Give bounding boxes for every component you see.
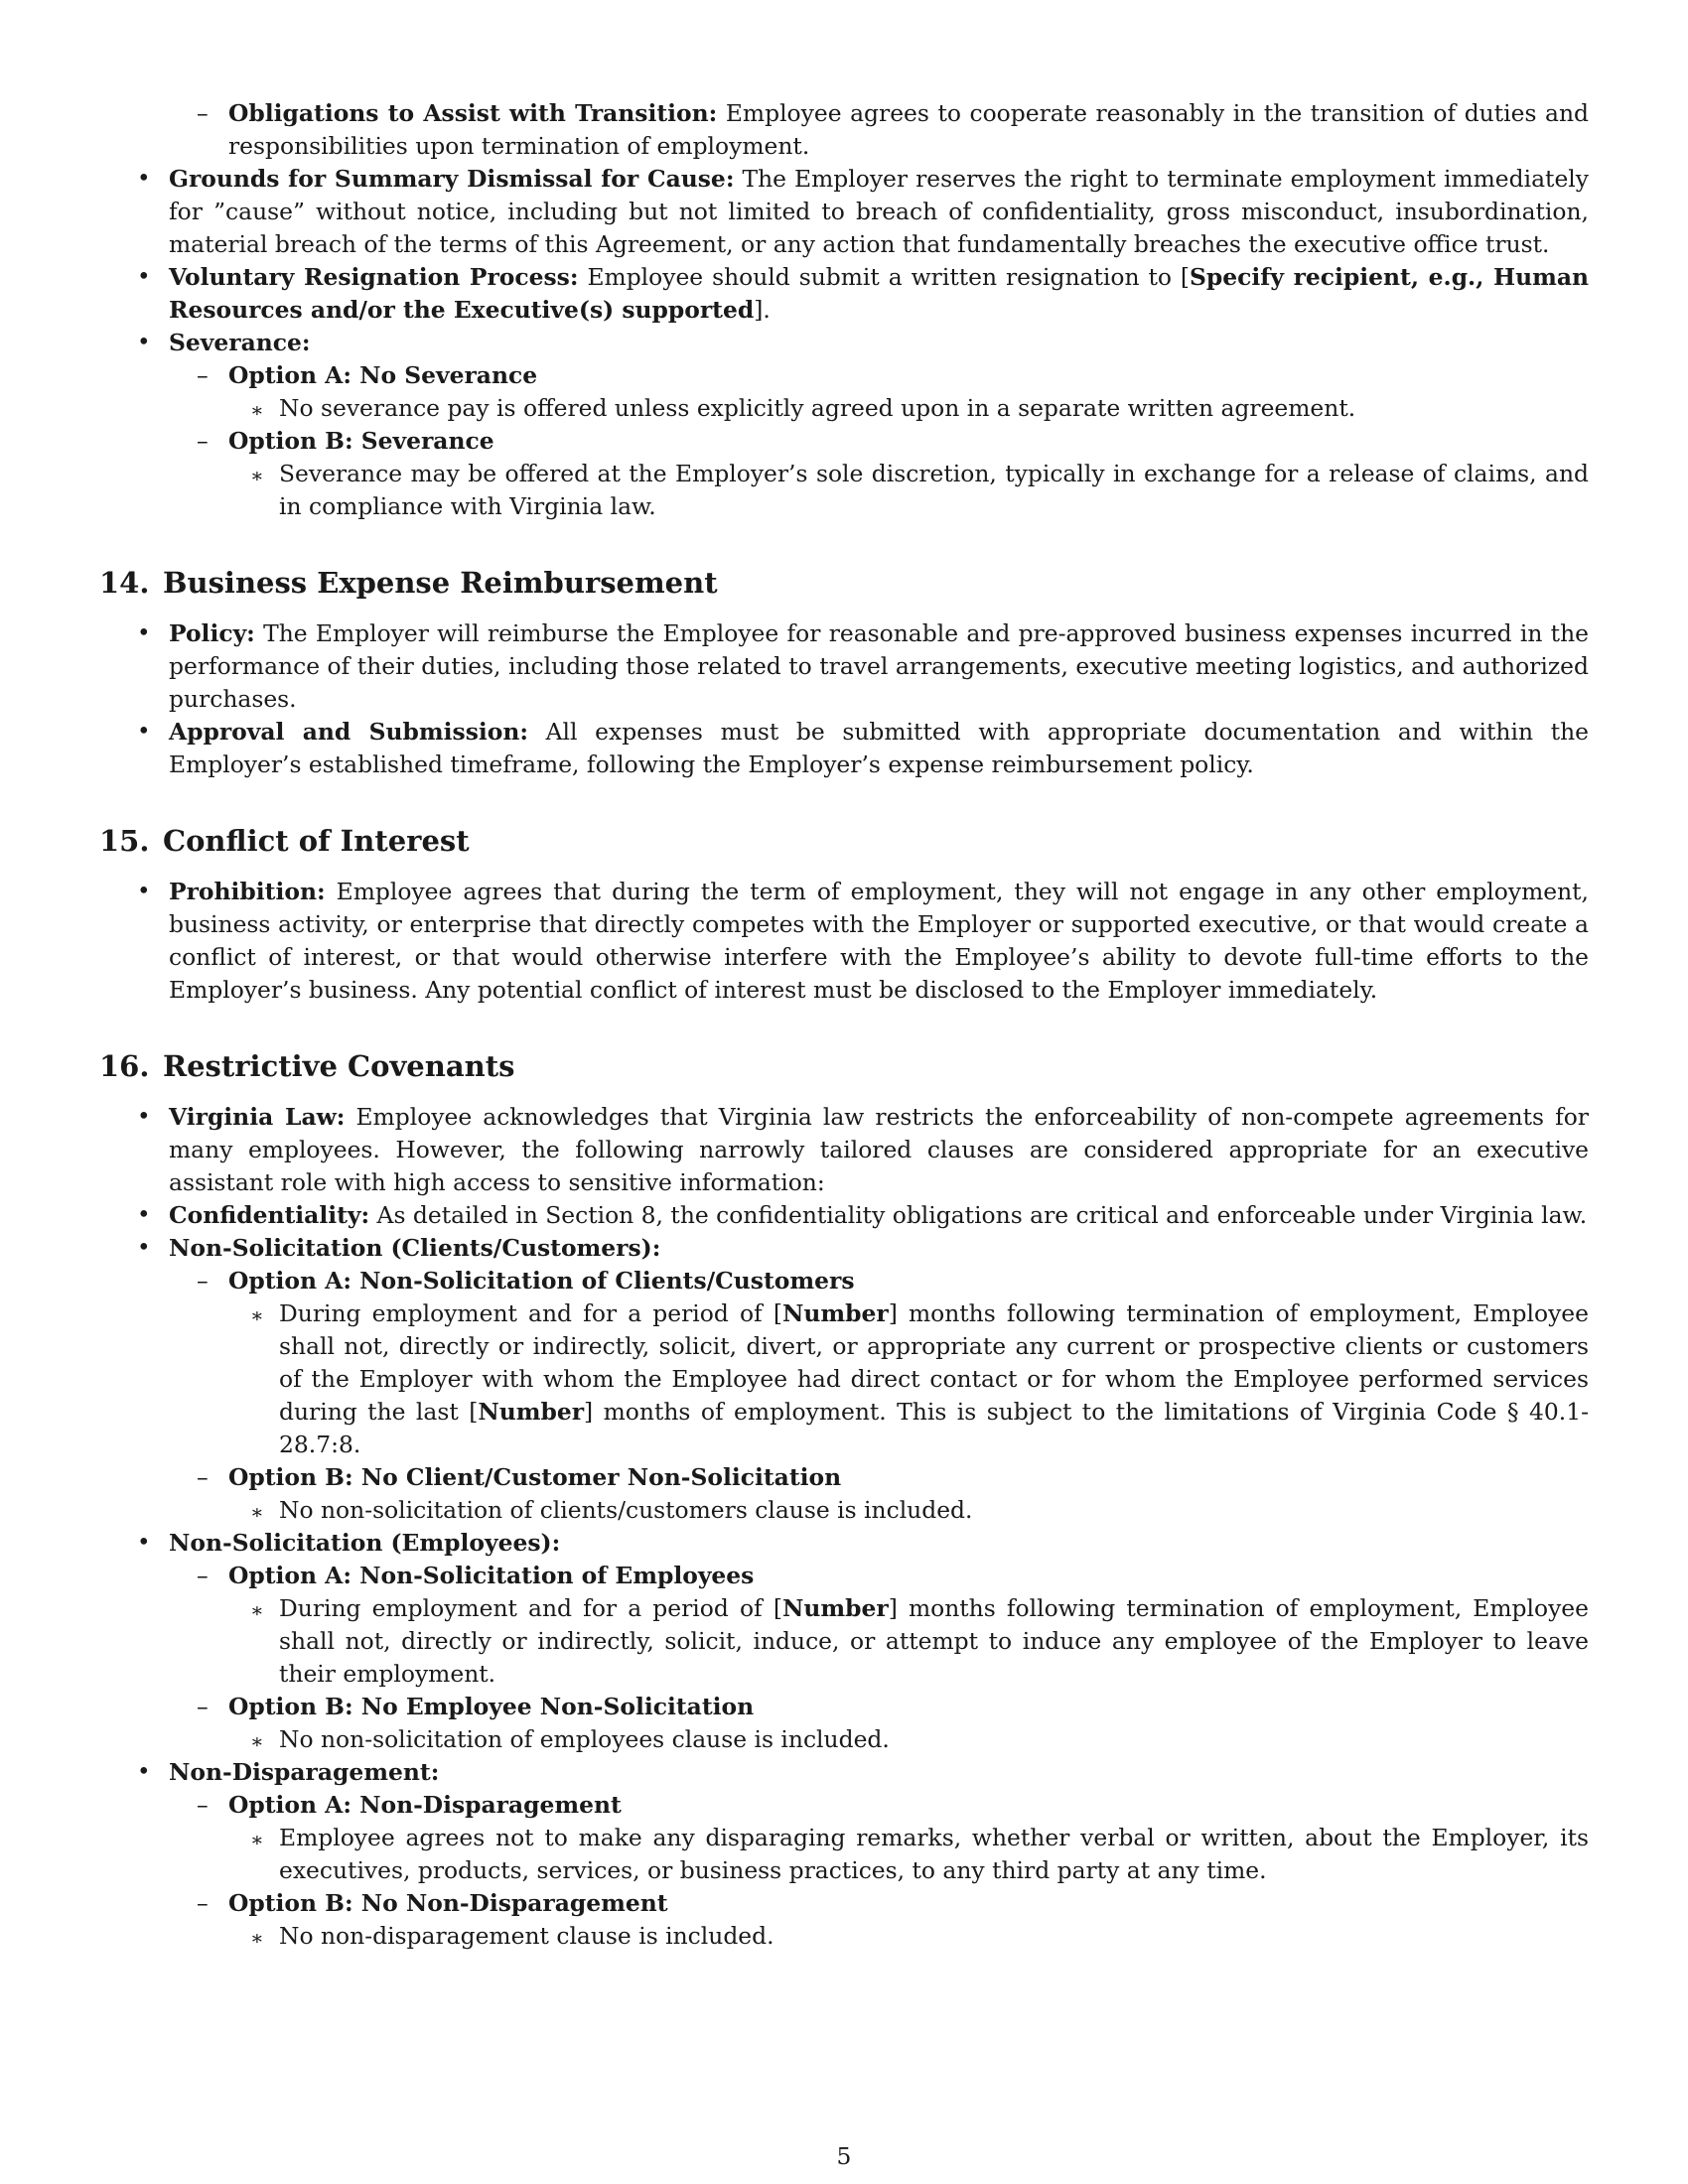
prohibition-text: Employee agrees that during the term of employment, they will not engage in any other employment, business activity, or enterprise that directly competes with the Employer or supported executive, or that would create a conflict of interest, or that would otherwise interfere with the Employee’s ability to devote full-time efforts to the Employer’s business. Any potential conflict of interest must be disclosed to the Employer immediately.: [169, 878, 1589, 1004]
policy-text: The Employer will reimburse the Employee for reasonable and pre-approved business expenses incurred in the performance of their duties, including those related to travel arrangements, executive meeting logistics, and authorized purchases.: [169, 619, 1589, 713]
dash-marker: –: [197, 1562, 209, 1589]
employee-solicitation-item: [99, 1527, 1589, 1560]
option-text: ] months of employment. This is subject to the limitations of Virginia Code § 40.1-28.7:8.: [279, 1398, 1589, 1458]
employee-option-a: [99, 1560, 1589, 1592]
dash-marker: –: [197, 1267, 209, 1295]
option-text: ] months following termination of employment, Employee shall not, directly or indirectly, solicit, induce, or attempt to induce any employee of the Employer to leave their employment.: [279, 1594, 1589, 1688]
star-marker: ∗: [250, 1828, 264, 1851]
prohibition-item: [99, 876, 1589, 1007]
dash-marker: –: [197, 361, 209, 389]
approval-text: All expenses must be submitted with appropriate documentation and within the Employer’s established timeframe, following the Employer’s expense reimbursement policy.: [169, 718, 1589, 778]
resignation-label: Voluntary Resignation Process:: [169, 263, 579, 291]
disparagement-option-a: [99, 1789, 1589, 1822]
virginia-law-label: Virginia Law:: [169, 1103, 346, 1131]
client-solicitation-item: [99, 1232, 1589, 1265]
option-text: Severance may be offered at the Employer’s sole discretion, typically in exchange for a release of claims, and in compliance with Virginia law.: [279, 460, 1589, 520]
option-label: Option A: No Severance: [228, 361, 538, 389]
dash-marker: –: [197, 1693, 209, 1720]
client-option-b-detail: [99, 1494, 1589, 1527]
document-body: [99, 97, 1589, 1953]
star-marker: ∗: [250, 1500, 264, 1524]
confidentiality-item: [99, 1199, 1589, 1232]
section-16-heading: [99, 1046, 1589, 1086]
option-text: No severance pay is offered unless explicitly agreed upon in a separate written agreement.: [279, 394, 1356, 422]
disparagement-label: Non-Disparagement:: [169, 1758, 440, 1786]
bullet-marker: •: [137, 719, 151, 745]
option-label: Option A: Non-Solicitation of Employees: [228, 1562, 755, 1589]
confidentiality-text: As detailed in Section 8, the confidentiality obligations are critical and enforceable under Virginia law.: [369, 1201, 1588, 1229]
section-title: Restrictive Covenants: [163, 1049, 515, 1083]
star-marker: ∗: [250, 1926, 264, 1950]
section-number: 15.: [99, 824, 150, 858]
client-option-a-detail: [99, 1297, 1589, 1461]
bullet-marker: •: [137, 1235, 151, 1261]
section-number: 16.: [99, 1049, 150, 1083]
option-label: Option B: No Non-Disparagement: [228, 1889, 668, 1917]
star-marker: ∗: [250, 398, 264, 422]
option-text: No non-solicitation of employees clause is included.: [279, 1725, 890, 1753]
severance-option-b: [99, 425, 1589, 458]
virginia-law-item: [99, 1101, 1589, 1199]
recipient-placeholder: Specify recipient, e.g., Human Resources and/or the Executive(s) supported: [169, 263, 1590, 324]
section-14-heading: [99, 563, 1589, 603]
resignation-tail: ].: [754, 296, 771, 324]
option-label: Option A: Non-Solicitation of Clients/Customers: [228, 1267, 855, 1295]
option-text: During employment and for a period of [: [279, 1299, 782, 1327]
approval-label: Approval and Submission:: [169, 718, 529, 746]
virginia-law-text: Employee acknowledges that Virginia law restricts the enforceability of non-compete agreements for many employees. However, the following narrowly tailored clauses are considered appropriate for an executive assistant role with high access to sensitive information:: [169, 1103, 1589, 1196]
employee-option-a-detail: [99, 1592, 1589, 1691]
disparagement-item: [99, 1756, 1589, 1789]
severance-option-a-detail: [99, 392, 1589, 425]
dash-marker: –: [197, 99, 209, 127]
dash-marker: –: [197, 1889, 209, 1917]
prohibition-label: Prohibition:: [169, 878, 326, 905]
dash-marker: –: [197, 427, 209, 455]
bullet-marker: •: [137, 879, 151, 904]
dash-marker: –: [197, 1463, 209, 1491]
resignation-text: Employee should submit a written resignation to [: [578, 263, 1191, 291]
dismissal-label: Grounds for Summary Dismissal for Cause:: [169, 165, 735, 193]
bullet-marker: •: [137, 264, 151, 290]
disparagement-option-b-detail: [99, 1920, 1589, 1953]
employee-option-b-detail: [99, 1723, 1589, 1756]
disparagement-option-a-detail: [99, 1822, 1589, 1887]
bullet-marker: •: [137, 330, 151, 355]
star-marker: ∗: [250, 1729, 264, 1753]
transition-item: [99, 97, 1589, 163]
star-marker: ∗: [250, 1598, 264, 1622]
number-placeholder: Number: [781, 1299, 889, 1327]
severance-option-b-detail: [99, 458, 1589, 523]
bullet-marker: •: [137, 1759, 151, 1785]
client-option-a: [99, 1265, 1589, 1297]
dismissal-item: [99, 163, 1589, 261]
severance-option-a: [99, 359, 1589, 392]
client-option-b: [99, 1461, 1589, 1494]
option-label: Option B: Severance: [228, 427, 494, 455]
employee-solicitation-label: Non-Solicitation (Employees):: [169, 1529, 561, 1557]
bullet-marker: •: [137, 1530, 151, 1556]
number-placeholder: Number: [478, 1398, 585, 1426]
transition-text: Employee agrees to cooperate reasonably in the transition of duties and responsibilities upon termination of employment.: [228, 99, 1589, 160]
option-text: Employee agrees not to make any disparaging remarks, whether verbal or written, about the Employer, its executives, products, services, or business practices, to any third party at any time.: [279, 1824, 1589, 1884]
section-title: Business Expense Reimbursement: [163, 566, 718, 600]
client-solicitation-label: Non-Solicitation (Clients/Customers):: [169, 1234, 661, 1262]
page-number: 5: [836, 2142, 852, 2170]
section-title: Conflict of Interest: [163, 824, 470, 858]
option-label: Option B: No Employee Non-Solicitation: [228, 1693, 755, 1720]
option-label: Option A: Non-Disparagement: [228, 1791, 622, 1819]
option-text: ] months following termination of employment, Employee shall not, directly or indirectly, solicit, divert, or appropriate any current or prospective clients or customers of the Employer with whom the Employee had direct contact or for whom the Employee performed services during the last [: [279, 1299, 1589, 1426]
approval-item: [99, 716, 1589, 781]
section-number: 14.: [99, 566, 150, 600]
disparagement-option-b: [99, 1887, 1589, 1920]
policy-item: [99, 617, 1589, 716]
bullet-marker: •: [137, 620, 151, 646]
employee-option-b: [99, 1691, 1589, 1723]
bullet-marker: •: [137, 166, 151, 192]
dash-marker: –: [197, 1791, 209, 1819]
policy-label: Policy:: [169, 619, 255, 647]
star-marker: ∗: [250, 1303, 264, 1327]
star-marker: ∗: [250, 464, 264, 487]
severance-item: [99, 327, 1589, 359]
option-text: No non-disparagement clause is included.: [279, 1922, 774, 1950]
severance-label: Severance:: [169, 329, 311, 356]
confidentiality-label: Confidentiality:: [169, 1201, 370, 1229]
transition-label: Obligations to Assist with Transition:: [228, 99, 718, 127]
option-label: Option B: No Client/Customer Non-Solicitation: [228, 1463, 842, 1491]
section-15-heading: [99, 821, 1589, 861]
bullet-marker: •: [137, 1202, 151, 1228]
resignation-item: [99, 261, 1589, 327]
option-text: No non-solicitation of clients/customers clause is included.: [279, 1496, 973, 1524]
bullet-marker: •: [137, 1104, 151, 1130]
dismissal-text: The Employer reserves the right to terminate employment immediately for ”cause” without notice, including but not limited to breach of confidentiality, gross misconduct, insubordination, material breach of the terms of this Agreement, or any action that fundamentally breaches the executive office trust.: [169, 165, 1589, 258]
option-text: During employment and for a period of [: [279, 1594, 782, 1622]
number-placeholder: Number: [781, 1594, 889, 1622]
